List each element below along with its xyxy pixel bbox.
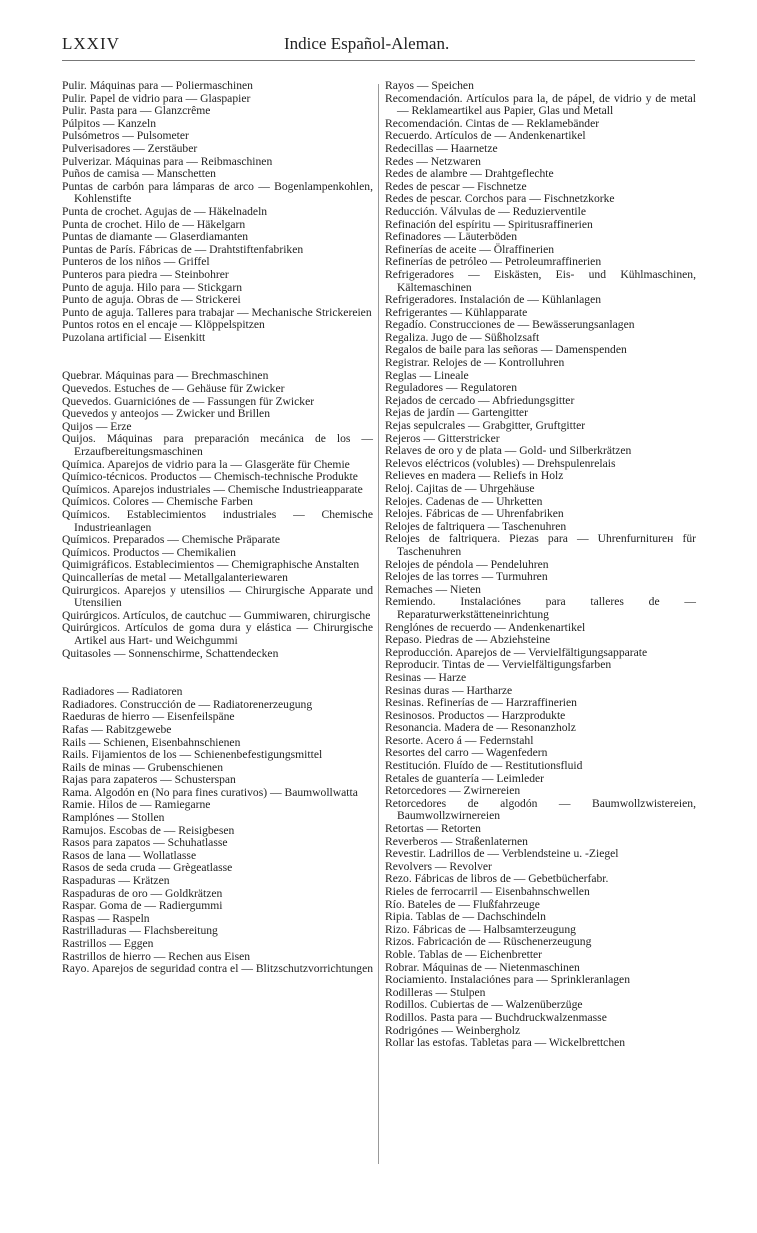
index-entry: Radiadores. Construcción de — Radiatorenerzeugung — [62, 697, 313, 711]
index-entry: Quincallerías de metal — Metallgalanteriewaren — [62, 570, 288, 584]
section-gap — [62, 660, 373, 686]
index-entry: Redes de pescar. Corchos para — Fischnetzkorke — [385, 192, 615, 206]
index-entry: Rieles de ferrocarril — Eisenbahnschwellen — [385, 885, 590, 898]
section-gap — [62, 344, 373, 370]
page-title: Indice Español-Aleman. — [284, 34, 450, 53]
index-entry: Puntas de París. Fábricas de — Drahtstiftenfabriken — [62, 242, 304, 256]
index-entry: Punta de crochet. Agujas de — Häkelnadeln — [62, 204, 268, 218]
index-entry: Rodillos. Pasta para — Buchdruckwalzenmasse — [385, 1010, 607, 1024]
index-entry: Reverberos — Straßenlaternen — [385, 834, 528, 848]
index-entry: Rodrigónes — Weinbergholz — [385, 1023, 521, 1037]
index-entry: Químicos. Preparados — Chemische Präparate — [62, 533, 280, 547]
index-entry: Remaches — Nieten — [385, 582, 481, 596]
index-entry: Reproducción. Aparejos de — Vervielfältigungsapparate — [385, 645, 648, 659]
index-entry: Refinadores — Läuterböden — [385, 230, 517, 244]
index-entry: Restitución. Fluído de — Restitutionsfluid — [385, 759, 583, 773]
index-entry: Regadío. Construcciones de — Bewässerungsanlagen — [385, 318, 635, 332]
index-entry: Revolvers — Revolver — [385, 859, 492, 873]
index-entry: Radiadores — Radiatoren — [62, 685, 183, 699]
index-entry: Química. Aparejos de vidrio para la — Glasgeräte für Chemie — [62, 457, 350, 471]
index-entry: Rajas para zapateros — Schusterspan — [62, 773, 236, 787]
index-entry: Reproducir. Tintas de — Vervielfältigungsfarben — [385, 658, 612, 672]
index-entry: Rayos — Speichen — [385, 79, 474, 92]
index-entry: Punta de crochet. Hilo de — Häkelgarn — [62, 217, 246, 231]
index-entry: Resinosos. Productos — Harzprodukte — [385, 708, 566, 722]
index-entry: Rejas sepulcrales — Grabgitter, Gruftgitter — [385, 419, 586, 433]
index-entry: Ramujos. Escobas de — Reisigbesen — [62, 823, 235, 837]
index-entry: Relojes de péndola — Pendeluhren — [385, 557, 549, 571]
index-entry: Rejas de jardín — Gartengitter — [385, 406, 528, 420]
index-entry: Quirúrgicos. Artículos de goma dura y elástica — Chirurgische Artikel aus Hart- und Weichgummi — [62, 621, 373, 647]
page-number: LXXIV — [62, 34, 120, 53]
index-entry: Resinas duras — Hartharze — [385, 683, 513, 697]
index-entry: Refrigeradores. Instalación de — Kühlanlagen — [385, 293, 602, 307]
index-entry: Químicos. Colores — Chemische Farben — [62, 495, 253, 509]
index-entry: Rasos de lana — Wollatlasse — [62, 848, 197, 862]
index-entry: Roble. Tablas de — Eichenbretter — [385, 947, 543, 961]
index-entry: Rails — Schienen, Eisenbahnschienen — [62, 735, 241, 749]
index-entry: Rails. Fijamientos de los — Schienenbefestigungsmittel — [62, 748, 323, 762]
index-entry: Redecillas — Haarnetze — [385, 141, 498, 155]
index-entry: Relojes de faltriquera — Taschenuhren — [385, 519, 567, 533]
index-entry: Resonancia. Madera de — Resonanzholz — [385, 721, 576, 735]
index-entry: Rayo. Aparejos de seguridad contra el — Blitzschutzvorrichtungen — [62, 962, 374, 976]
index-entry: Redes de alambre — Drahtgeflechte — [385, 167, 554, 181]
index-entry: Resinas. Refinerías de — Harzraffinerien — [385, 696, 577, 710]
index-entry: Refinación del espíritu — Spiritusraffinerien — [385, 217, 593, 231]
index-entry: Relevos eléctricos (volubles) — Drehspulenrelais — [385, 456, 616, 470]
index-entry: Raeduras de hierro — Eisenfeilspäne — [62, 710, 235, 724]
index-entry: Rociamiento. Instalaciónes para — Sprinkleranlagen — [385, 973, 630, 987]
index-entry: Quevedos. Estuches de — Gehäuse für Zwicker — [62, 382, 285, 396]
index-entry: Rasos para zapatos — Schuhatlasse — [62, 836, 228, 850]
index-entry: Revestir. Ladrillos de — Verblendsteine u. -Ziegel — [385, 847, 619, 861]
index-entry: Punto de aguja. Hilo para — Stickgarn — [62, 280, 242, 294]
index-entry: Pulsómetros — Pulsometer — [62, 129, 189, 143]
index-entry: Puños de camisa — Manschetten — [62, 167, 216, 181]
index-entry: Rama. Algodón en (No para fines curativos) — Baumwollwatta — [62, 785, 358, 799]
index-entry: Río. Bateles de — Flußfahrzeuge — [385, 897, 540, 911]
index-entry: Remiendo. Instalaciónes para talleres de — Reparaturwerkstätteneinrichtung — [385, 595, 696, 621]
index-entry: Puntas de diamante — Glaserdiamanten — [62, 230, 249, 244]
index-entry: Rollar las estofas. Tabletas para — Wickelbrettchen — [385, 1036, 626, 1050]
index-entry: Redes de pescar — Fischnetze — [385, 179, 527, 193]
index-entry: Resorte. Acero á — Federnstahl — [385, 733, 534, 747]
right-column — [385, 80, 696, 1050]
index-entry: Quirúrgicos. Artículos, de cautchuc — Gummiwaren, chirurgische — [62, 608, 371, 622]
index-entry: Retales de guantería — Leimleder — [385, 771, 545, 785]
index-entry: Resortes del carro — Wagenfedern — [385, 746, 548, 760]
index-entry: Rezo. Fábricas de libros de — Gebetbücherfabr. — [385, 872, 609, 886]
index-entry: Reloj. Cajitas de — Uhrgehäuse — [385, 482, 535, 495]
index-entry: Retorcedores — Zwirnereien — [385, 784, 521, 798]
index-entry: Químico-técnicos. Productos — Chemisch-technische Produkte — [62, 470, 358, 484]
index-entry: Redes — Netzwaren — [385, 154, 481, 168]
index-entry: Puntos rotos en el encaje — Klöppelspitzen — [62, 318, 265, 332]
index-entry: Refrigeradores — Eiskästen, Eis- und Kühlmaschinen, Kältemaschinen — [385, 267, 696, 294]
index-entry: Quebrar. Máquinas para — Brechmaschinen — [62, 369, 269, 383]
index-entry: Relojes de faltriquera. Piezas para — Uhrenfurniturен für Taschenuhren — [385, 532, 696, 558]
index-entry: Registrar. Relojes de — Kontrolluhren — [385, 356, 565, 370]
index-entry: Ramie. Hilos de — Ramiegarne — [62, 798, 211, 812]
index-entry: Rodillos. Cubiertas de — Walzenüberzüge — [385, 998, 583, 1012]
index-entry: Puntas de carbón para lámparas de arco — Bogenlampenkohlen, Kohlenstifte — [62, 179, 373, 206]
index-entry: Reguladores — Regulatoren — [385, 381, 518, 395]
index-entry: Punteros para piedra — Steinbohrer — [62, 267, 229, 281]
index-entry: Quirurgicos. Aparejos y utensilios — Chirurgische Apparate und Utensilien — [62, 583, 373, 610]
index-entry: Recuerdo. Artículos de — Andenkenartikel — [385, 129, 586, 143]
index-entry: Retortas — Retorten — [385, 822, 481, 836]
index-entry: Quijos — Erze — [62, 419, 132, 433]
index-entry: Raspas — Raspeln — [62, 911, 150, 925]
index-entry: Rizo. Fábricas de — Halbsamterzeugung — [385, 922, 576, 936]
index-entry: Puzolana artificial — Eisenkitt — [62, 330, 206, 344]
index-entry: Relaves de oro y de plata — Gold- und Silberkrätzen — [385, 444, 632, 458]
index-entry: Pulir. Pasta para — Glanzcrême — [62, 104, 211, 118]
index-entry: Rafas — Rabitzgewebe — [62, 722, 172, 736]
index-entry: Raspar. Goma de — Radiergummi — [62, 899, 223, 913]
index-entry: Relojes. Cadenas de — Uhrketten — [385, 494, 543, 508]
index-entry: Químicos. Productos — Chemikalien — [62, 545, 236, 559]
index-entry: Rastrillos de hierro — Rechen aus Eisen — [62, 949, 251, 963]
index-entry: Quevedos y anteojos — Zwicker und Brillen — [62, 407, 270, 421]
index-entry: Relojes. Fábricas de — Uhrenfabriken — [385, 507, 564, 521]
index-entry: Pulverisadores — Zerstäuber — [62, 141, 198, 155]
index-entry: Pulir. Papel de vidrio para — Glaspapier — [62, 91, 251, 105]
index-entry: Raspaduras — Krätzen — [62, 874, 170, 888]
index-entry: Regalos de baile para las señoras — Damenspenden — [385, 343, 627, 357]
column-divider — [378, 84, 379, 1164]
index-entry: Resinas — Harze — [385, 670, 467, 684]
index-entry: Ripia. Tablas de — Dachschindeln — [385, 910, 546, 924]
index-entry: Raspaduras de oro — Goldkrätzen — [62, 886, 223, 900]
index-entry: Retorcedores de algodón — Baumwollzwistereien, Baumwollzwirnereien — [385, 796, 696, 823]
index-entry: Refinerías de aceite — Ölraffinerien — [385, 242, 555, 256]
index-entry: Punteros de los niños — Griffel — [62, 255, 210, 269]
index-entry: Punto de aguja. Talleres para trabajar — Mechanische Strickereien — [62, 305, 372, 319]
index-entry: Reducción. Válvulas de — Reduzierventile — [385, 204, 587, 218]
index-entry: Refinerías de petróleo — Petroleumraffinerien — [385, 255, 602, 269]
index-entry: Robrar. Máquinas de — Nietenmaschinen — [385, 960, 580, 974]
index-entry: Ramplónes — Stollen — [62, 811, 165, 825]
index-entry: Pulir. Máquinas para — Poliermaschinen — [62, 79, 253, 92]
index-entry: Púlpitos — Kanzeln — [62, 116, 157, 130]
index-entry: Rodilleras — Stulpen — [385, 985, 486, 999]
page-header — [62, 34, 695, 61]
left-column — [62, 80, 373, 976]
index-entry: Químicos. Aparejos industriales — Chemische Industrieapparate — [62, 482, 363, 496]
index-entry: Quitasoles — Sonnenschirme, Schattendecken — [62, 646, 279, 660]
index-entry: Químicos. Establecimientos industriales — Chemische Industrieanlagen — [62, 508, 373, 534]
index-entry: Relojes de las torres — Turmuhren — [385, 570, 548, 584]
index-entry: Regaliza. Jugo de — Süßholzsaft — [385, 330, 540, 344]
index-entry: Rails de minas — Grubenschienen — [62, 760, 223, 774]
index-entry: Repaso. Piedras de — Abziehsteine — [385, 633, 551, 647]
index-entry: Quimigráficos. Establecimientos — Chemigraphische Anstalten — [62, 558, 360, 572]
index-entry: Relieves en madera — Reliefs in Holz — [385, 469, 564, 483]
index-entry: Reglas — Lineale — [385, 368, 469, 382]
index-entry: Rejeros — Gitterstricker — [385, 431, 500, 445]
index-entry: Rastrilladuras — Flachsbereitung — [62, 924, 218, 938]
index-entry: Recomendación. Artículos para la, de pápel, de vidrio y de metal — Reklameartikel aus Papier, Glas und Metall — [385, 91, 696, 118]
index-entry: Rejados de cercado — Abfriedungsgitter — [385, 393, 575, 407]
index-entry: Pulverizar. Máquinas para — Reibmaschinen — [62, 154, 273, 168]
index-entry: Rizos. Fabricación de — Rüschenerzeugung — [385, 935, 592, 949]
index-entry: Punto de aguja. Obras de — Strickerei — [62, 293, 241, 307]
index-entry: Refrigerantes — Kühlapparate — [385, 305, 528, 319]
index-entry: Rasos de seda cruda — Grègeatlasse — [62, 861, 233, 875]
index-entry: Quevedos. Guarniciónes de — Fassungen für Zwicker — [62, 394, 315, 408]
index-entry: Recomendación. Cintas de — Reklamebänder — [385, 116, 600, 130]
index-entry: Renglónes de recuerdo — Andenkenartikel — [385, 620, 586, 634]
index-entry: Rastrillos — Eggen — [62, 937, 154, 950]
index-entry: Quijos. Máquinas para preparación mecánica de los — Erzaufbereitungsmaschinen — [62, 432, 373, 459]
